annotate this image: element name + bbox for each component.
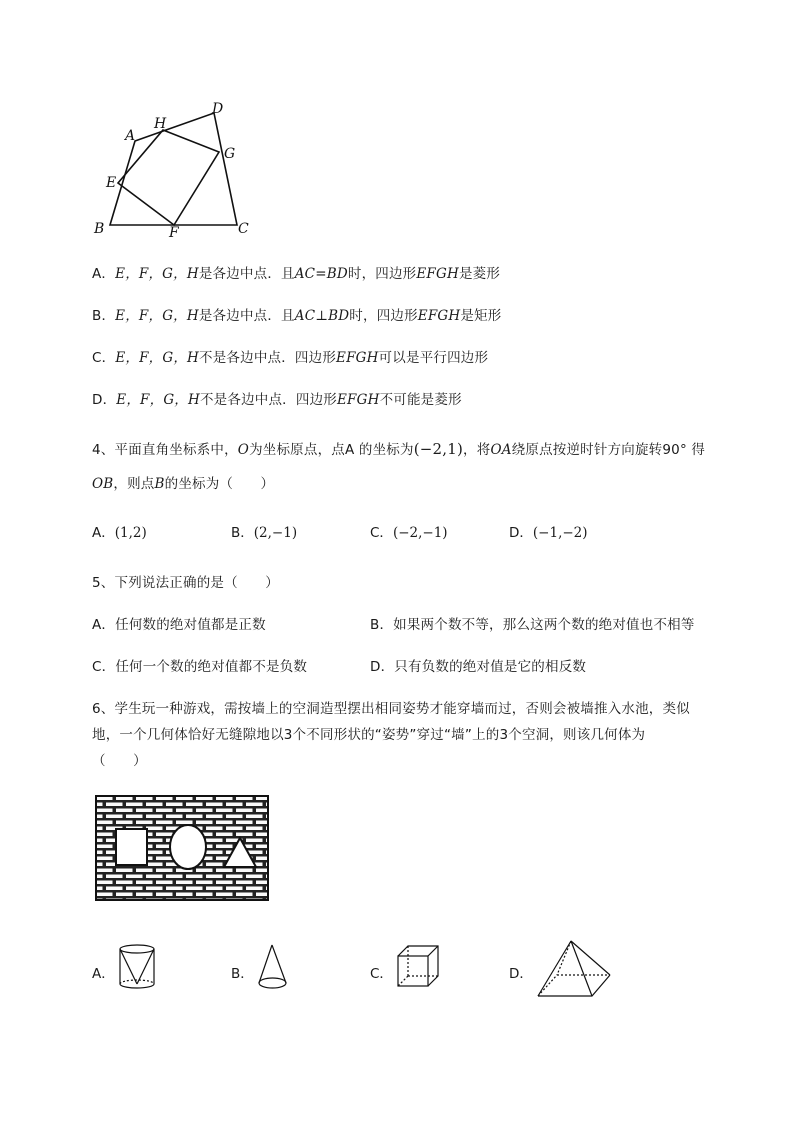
q6-option-c: C． [370, 966, 393, 982]
circle-hole [170, 825, 206, 869]
q6-stem-line2: 地，一个几何体恰好无缝隙地以3个不同形状的“姿势”穿过“墙”上的3个空洞，则该几何体为 [92, 727, 646, 743]
q5-option-d: D．只有负数的绝对值是它的相反数 [370, 659, 587, 675]
q6-option-d: D． [509, 966, 533, 982]
label-D: D [212, 101, 224, 117]
square-hole [116, 829, 147, 865]
square-pyramid-icon [532, 938, 616, 1000]
label-G: G [224, 146, 236, 162]
label-A: A [125, 128, 136, 144]
q5-option-a: A．任何数的绝对值都是正数 [92, 617, 266, 633]
cone-icon [255, 942, 295, 994]
label-C: C [238, 221, 249, 237]
q4-stem-line2: OB，则点B的坐标为（ ） [92, 476, 275, 492]
label-E: E [106, 175, 117, 191]
q5-option-b: B．如果两个数不等，那么这两个数的绝对值也不相等 [370, 617, 695, 633]
label-H: H [154, 116, 167, 132]
q3-option-c: C．E，F，G，H不是各边中点．四边形EFGH可以是平行四边形 [92, 350, 489, 366]
label-B: B [94, 221, 105, 237]
q4-option-c: C．(−2,−1) [370, 525, 448, 541]
q6-stem-line1: 6、学生玩一种游戏，需按墙上的空洞造型摆出相同姿势才能穿墙而过，否则会被墙推入水池，类似 [92, 701, 690, 717]
q6-stem-line3: （ ） [92, 753, 147, 769]
cylinder-with-inscribed-cone-icon [112, 942, 162, 992]
q6-option-b: B． [231, 966, 254, 982]
label-F: F [169, 225, 179, 240]
brick-wall-figure [95, 795, 269, 903]
cube-icon [394, 942, 444, 992]
q4-option-a: A．(1,2) [92, 525, 147, 541]
q5-option-c: C．任何一个数的绝对值都不是负数 [92, 659, 308, 675]
q3-option-b: B．E，F，G，H是各边中点．且AC⊥BD时，四边形EFGH是矩形 [92, 308, 502, 324]
q3-option-a: A．E，F，G，H是各边中点．且AC=BD时，四边形EFGH是菱形 [92, 266, 501, 282]
q4-option-b: B．(2,−1) [231, 525, 298, 541]
q4-stem-line1: 4、平面直角坐标系中，O为坐标原点，点A 的坐标为(−2,1)，将OA绕原点按逆时针方向旋转90° 得 [92, 440, 706, 458]
q5-stem: 5、下列说法正确的是（ ） [92, 575, 279, 591]
q6-option-a: A． [92, 966, 115, 982]
q4-option-d: D．(−1,−2) [509, 525, 588, 541]
q3-option-d: D．E，F，G，H不是各边中点．四边形EFGH不可能是菱形 [92, 392, 462, 408]
quadrilateral-figure [88, 95, 268, 240]
